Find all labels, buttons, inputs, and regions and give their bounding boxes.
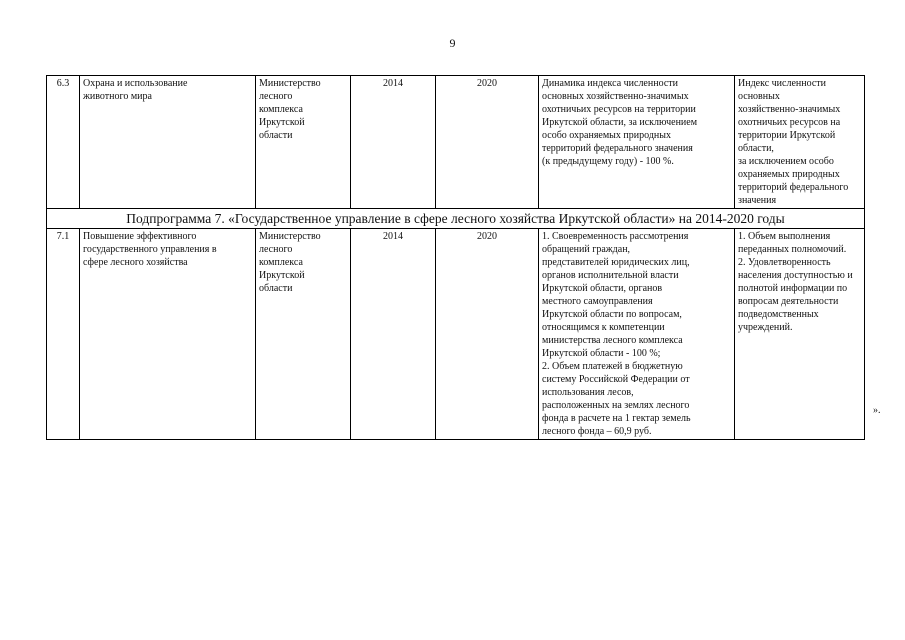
indicator: Динамика индекса численности основных хозяйственно-значимых охотничьих ресурсов на территории Иркутской области, за исключением особо охраняемых природных территорий федерального значения (к предыдущему году) - 100 %. <box>539 76 735 209</box>
executor: Министерство лесного комплекса Иркутской области <box>256 229 351 440</box>
executor: Министерство лесного комплекса Иркутской области <box>256 76 351 209</box>
end-year: 2020 <box>436 76 539 209</box>
row-number: 6.3 <box>47 76 80 209</box>
closing-quote-mark: ». <box>873 405 881 416</box>
end-year: 2020 <box>436 229 539 440</box>
start-year: 2014 <box>351 229 436 440</box>
start-year: 2014 <box>351 76 436 209</box>
table-row <box>47 229 865 440</box>
result: 1. Объем выполнения переданных полномочий. 2. Удовлетворенность населения доступностью и полнотой информации по вопросам деятельности подведомственных учреждений. <box>735 229 865 440</box>
measure-name: Повышение эффективного государственного управления в сфере лесного хозяйства <box>80 229 256 440</box>
page-number: 9 <box>449 36 456 50</box>
result: Индекс численности основных хозяйственно-значимых охотничьих ресурсов на территории Иркутской области, за исключением особо охраняемых природных территорий федерального значения <box>735 76 865 209</box>
program-table <box>46 75 865 440</box>
indicator: 1. Своевременность рассмотрения обращений граждан, представителей юридических лиц, органов исполнительной власти Иркутской области, органов местного самоуправления Иркутской области по вопросам, относящимся к компетенции министерства лесного комплекса Иркутской области - 100 %; 2. Объем платежей в бюджетную систему Российской Федерации от использования лесов, расположенных на землях лесного фонда в расчете на 1 гектар земель лесного фонда – 60,9 руб. <box>539 229 735 440</box>
row-number: 7.1 <box>47 229 80 440</box>
subprogram-title: Подпрограмма 7. «Государственное управление в сфере лесного хозяйства Иркутской области» на 2014-2020 годы <box>47 209 865 229</box>
measure-name: Охрана и использование животного мира <box>80 76 256 209</box>
table-row <box>47 76 865 209</box>
subprogram-row <box>47 209 865 229</box>
